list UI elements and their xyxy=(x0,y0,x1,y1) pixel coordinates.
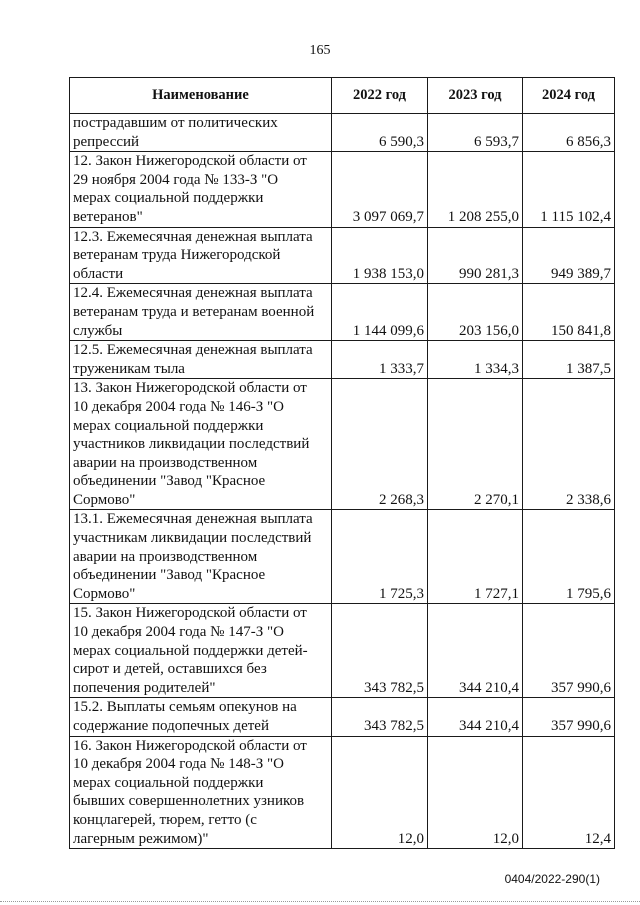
row-name: 12.5. Ежемесячная денежная выплата труженикам тыла xyxy=(70,341,332,379)
table-row xyxy=(70,341,615,379)
value-2023: 1 334,3 xyxy=(428,341,523,379)
value-2024: 1 115 102,4 xyxy=(523,152,615,227)
value-2023: 203 156,0 xyxy=(428,284,523,341)
header-2023: 2023 год xyxy=(428,78,523,114)
table-row xyxy=(70,698,615,736)
value-2023: 1 727,1 xyxy=(428,510,523,604)
value-2024: 1 387,5 xyxy=(523,341,615,379)
value-2022: 343 782,5 xyxy=(332,604,428,698)
header-2024: 2024 год xyxy=(523,78,615,114)
table-row xyxy=(70,736,615,849)
value-2024: 357 990,6 xyxy=(523,698,615,736)
value-2023: 2 270,1 xyxy=(428,379,523,510)
value-2022: 2 268,3 xyxy=(332,379,428,510)
value-2023: 990 281,3 xyxy=(428,227,523,284)
value-2024: 949 389,7 xyxy=(523,227,615,284)
header-name: Наименование xyxy=(70,78,332,114)
value-2024: 12,4 xyxy=(523,736,615,849)
row-name: 12.4. Ежемесячная денежная выплата ветеранам труда и ветеранам военной службы xyxy=(70,284,332,341)
document-code: 0404/2022-290(1) xyxy=(504,872,600,886)
row-name: 12.3. Ежемесячная денежная выплата ветеранам труда Нижегородской области xyxy=(70,227,332,284)
row-name: пострадавшим от политических репрессий xyxy=(70,114,332,152)
table-row xyxy=(70,227,615,284)
value-2022: 1 725,3 xyxy=(332,510,428,604)
value-2024: 357 990,6 xyxy=(523,604,615,698)
row-name: 13.1. Ежемесячная денежная выплата участникам ликвидации последствий аварии на производственном объединении "Завод "Красное Сормово" xyxy=(70,510,332,604)
table-row xyxy=(70,284,615,341)
value-2024: 6 856,3 xyxy=(523,114,615,152)
header-2022: 2022 год xyxy=(332,78,428,114)
table-row xyxy=(70,379,615,510)
value-2023: 344 210,4 xyxy=(428,698,523,736)
row-name: 13. Закон Нижегородской области от 10 декабря 2004 года № 146-З "О мерах социальной поддержки участников ликвидации последствий аварии на производственном объединении "Завод "Красное Сормово" xyxy=(70,379,332,510)
table-row xyxy=(70,510,615,604)
value-2022: 12,0 xyxy=(332,736,428,849)
value-2024: 150 841,8 xyxy=(523,284,615,341)
value-2022: 343 782,5 xyxy=(332,698,428,736)
table-row xyxy=(70,152,615,227)
row-name: 15. Закон Нижегородской области от 10 декабря 2004 года № 147-З "О мерах социальной поддержки детей- сирот и детей, оставшихся без попечения родителей" xyxy=(70,604,332,698)
table-row xyxy=(70,604,615,698)
value-2023: 6 593,7 xyxy=(428,114,523,152)
value-2022: 1 333,7 xyxy=(332,341,428,379)
page-number: 165 xyxy=(309,43,331,58)
value-2022: 3 097 069,7 xyxy=(332,152,428,227)
row-name: 15.2. Выплаты семьям опекунов на содержание подопечных детей xyxy=(70,698,332,736)
table-row xyxy=(70,114,615,152)
budget-table xyxy=(69,77,615,849)
value-2023: 344 210,4 xyxy=(428,604,523,698)
row-name: 16. Закон Нижегородской области от 10 декабря 2004 года № 148-З "О мерах социальной поддержки бывших совершеннолетних узников концлагерей, тюрем, гетто (с лагерным режимом)" xyxy=(70,736,332,849)
value-2024: 2 338,6 xyxy=(523,379,615,510)
value-2024: 1 795,6 xyxy=(523,510,615,604)
value-2022: 1 144 099,6 xyxy=(332,284,428,341)
scan-edge-divider xyxy=(0,901,640,902)
value-2022: 6 590,3 xyxy=(332,114,428,152)
value-2022: 1 938 153,0 xyxy=(332,227,428,284)
row-name: 12. Закон Нижегородской области от 29 ноября 2004 года № 133-З "О мерах социальной поддержки ветеранов" xyxy=(70,152,332,227)
table-header-row xyxy=(70,78,615,114)
value-2023: 1 208 255,0 xyxy=(428,152,523,227)
value-2023: 12,0 xyxy=(428,736,523,849)
